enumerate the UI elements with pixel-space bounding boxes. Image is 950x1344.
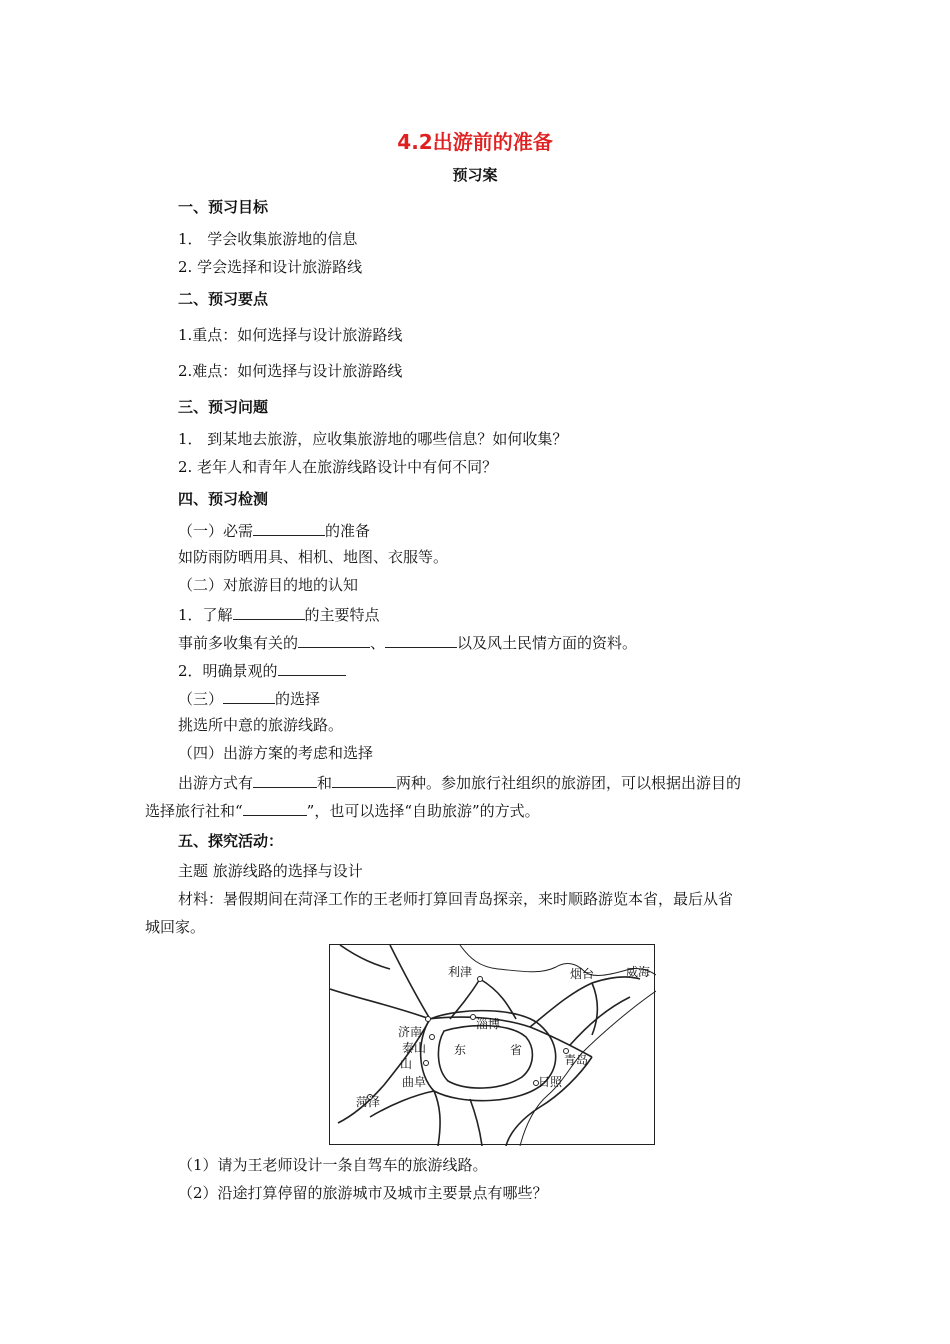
map-label-dong: 东: [454, 1043, 467, 1057]
map-label-taishan: 泰山: [402, 1041, 427, 1055]
activity-material-line-2: 城回家。: [145, 918, 206, 936]
check-line-4-suffix: 的主要特点: [304, 606, 380, 624]
goal-item-2: 2. 学会选择和设计旅游路线: [178, 258, 363, 276]
check-line-4-prefix: 1．了解: [178, 606, 233, 624]
fill-blank[interactable]: [253, 519, 325, 536]
check-line-1-suffix: 的准备: [325, 522, 371, 540]
check-line-5-prefix: 事前多收集有关的: [178, 634, 299, 652]
map-label-shan: 山: [400, 1057, 413, 1071]
fill-blank[interactable]: [243, 799, 307, 816]
document-title: 4.2出游前的准备: [397, 130, 553, 154]
map-label-rizhao: 日照: [538, 1075, 563, 1089]
check-line-5-suffix: 以及风土民情方面的资料。: [457, 634, 638, 652]
check-line-5-sep: 、: [370, 634, 386, 652]
fill-blank[interactable]: [298, 631, 370, 648]
check-line-10-prefix: 出游方式有: [178, 774, 254, 792]
fill-blank[interactable]: [233, 603, 305, 620]
question-item-2: 2. 老年人和青年人在旅游线路设计中有何不同？: [178, 458, 498, 476]
map-label-lijin: 利津: [448, 965, 473, 979]
activity-question-1: （1）请为王老师设计一条自驾车的旅游线路。: [178, 1156, 488, 1174]
check-line-6-prefix: 2．明确景观的: [178, 662, 278, 680]
check-line-10-suffix: 两种。参加旅行社组织的旅游团，可以根据出游目的: [396, 774, 742, 792]
fill-blank[interactable]: [385, 631, 457, 648]
key-point-2: 2.难点：如何选择与设计旅游路线: [178, 362, 403, 380]
check-line-2: 如防雨防晒用具、相机、地图、衣服等。: [178, 548, 449, 566]
check-line-5: [178, 631, 637, 653]
check-line-3: （二）对旅游目的地的认知: [178, 576, 359, 594]
fill-blank[interactable]: [253, 771, 317, 788]
activity-topic: 主题 旅游线路的选择与设计: [178, 862, 363, 880]
check-line-9: （四）出游方案的考虑和选择: [178, 744, 374, 762]
activity-question-2: （2）沿途打算停留的旅游城市及城市主要景点有哪些？: [178, 1184, 548, 1202]
section-heading-check: 四、预习检测: [178, 490, 269, 508]
check-line-11-suffix: ”，也可以选择“自助旅游”的方式。: [306, 802, 540, 820]
check-line-4: [178, 603, 380, 625]
key-point-1: 1.重点：如何选择与设计旅游路线: [178, 326, 403, 344]
activity-material-line-1: 材料：暑假期间在菏泽工作的王老师打算回青岛探亲，来时顺路游览本省，最后从省: [178, 890, 734, 908]
goal-item-1: 1． 学会收集旅游地的信息: [178, 230, 358, 248]
document-subtitle: 预习案: [452, 166, 498, 184]
check-line-6: [178, 659, 346, 681]
map-label-jinan: 济南: [398, 1025, 423, 1039]
map-label-qufu: 曲阜: [402, 1075, 427, 1089]
fill-blank[interactable]: [223, 687, 275, 704]
map-label-yantai: 烟台: [570, 967, 595, 981]
check-line-11-prefix: 选择旅行社和“: [145, 802, 243, 820]
section-heading-goals: 一、预习目标: [178, 198, 269, 216]
fill-blank[interactable]: [332, 771, 396, 788]
check-line-8: 挑选所中意的旅游线路。: [178, 716, 344, 734]
check-line-7-prefix: （三）: [178, 690, 224, 708]
fill-blank[interactable]: [278, 659, 346, 676]
check-line-11: [145, 799, 540, 821]
section-heading-activity: 五、探究活动：: [178, 832, 284, 850]
shandong-map: [329, 944, 655, 1145]
section-heading-questions: 三、预习问题: [178, 398, 269, 416]
map-label-qingdao: 青岛: [564, 1053, 589, 1067]
check-line-1-prefix: （一）必需: [178, 522, 254, 540]
check-line-10-mid: 和: [317, 774, 333, 792]
map-label-sheng: 省: [510, 1043, 523, 1057]
map-label-heze: 菏泽: [356, 1095, 381, 1109]
map-label-zibo: 淄博: [476, 1017, 501, 1031]
check-line-10: [178, 771, 741, 793]
map-roads: [330, 945, 656, 1146]
check-line-7: [178, 687, 320, 709]
map-label-weihai: 威海: [626, 965, 651, 979]
check-line-1: [178, 519, 370, 541]
check-line-7-suffix: 的选择: [275, 690, 321, 708]
section-heading-key-points: 二、预习要点: [178, 290, 269, 308]
question-item-1: 1． 到某地去旅游，应收集旅游地的哪些信息？如何收集？: [178, 430, 568, 448]
